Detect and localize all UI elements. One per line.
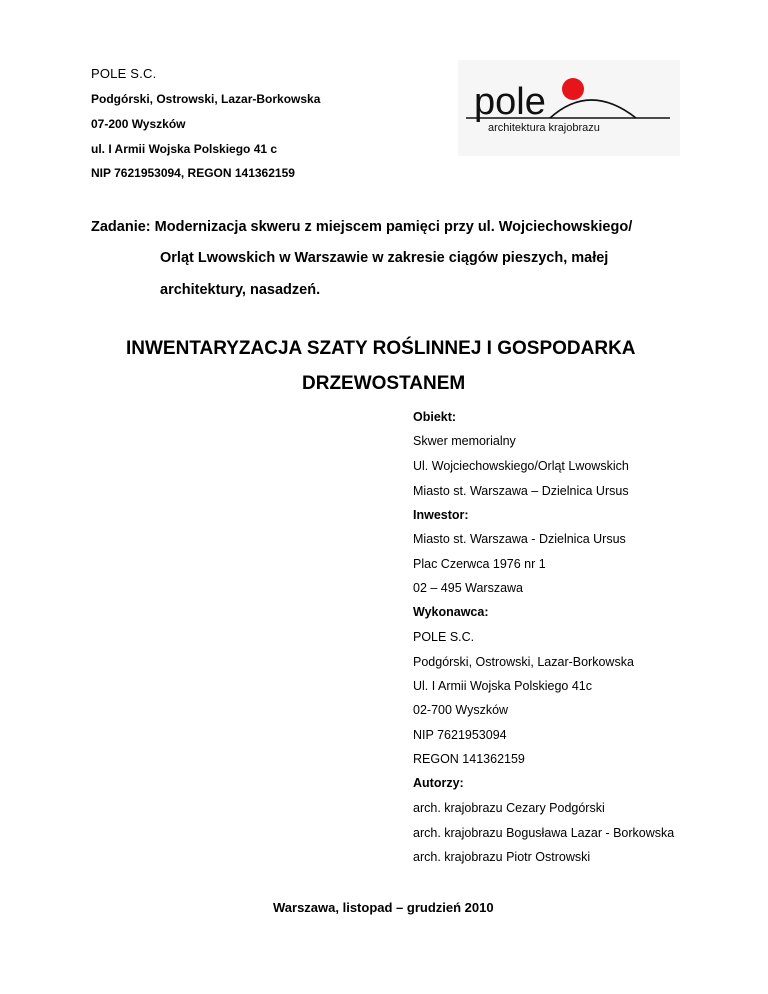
contractor-heading: Wykonawca:: [413, 605, 489, 619]
task-line-1: Zadanie: Modernizacja skweru z miejscem pamięci przy ul. Wojciechowskiego/: [91, 219, 633, 235]
task-line-2: Orląt Lwowskich w Warszawie w zakresie ciągów pieszych, małej: [160, 250, 609, 266]
company-partners: Podgórski, Ostrowski, Lazar-Borkowska: [91, 92, 321, 106]
pole-logo-graphic: [458, 60, 680, 156]
contractor-postal: 02-700 Wyszków: [413, 703, 509, 717]
document-title-line-1: INWENTARYZACJA SZATY ROŚLINNEJ I GOSPODARKA: [126, 338, 636, 359]
author-2: arch. krajobrazu Bogusława Lazar - Borkowska: [413, 826, 675, 840]
company-postal: 07-200 Wyszków: [91, 117, 186, 131]
object-name: Skwer memorialny: [413, 434, 516, 448]
contractor-street: Ul. I Armii Wojska Polskiego 41c: [413, 679, 592, 693]
logo-tagline: architektura krajobrazu: [488, 122, 600, 134]
logo-word: pole: [474, 81, 546, 123]
investor-street: Plac Czerwca 1976 nr 1: [413, 557, 546, 571]
contractor-regon: REGON 141362159: [413, 752, 525, 766]
author-3: arch. krajobrazu Piotr Ostrowski: [413, 850, 591, 864]
object-heading: Obiekt:: [413, 410, 457, 424]
investor-postal: 02 – 495 Warszawa: [413, 581, 524, 595]
author-1: arch. krajobrazu Cezary Podgórski: [413, 801, 605, 815]
authors-heading: Autorzy:: [413, 776, 464, 790]
task-line-3: architektury, nasadzeń.: [160, 282, 321, 298]
investor-heading: Inwestor:: [413, 508, 469, 522]
investor-name: Miasto st. Warszawa - Dzielnica Ursus: [413, 532, 626, 546]
contractor-name: POLE S.C.: [413, 630, 475, 644]
contractor-partners: Podgórski, Ostrowski, Lazar-Borkowska: [413, 655, 634, 669]
company-tax-ids: NIP 7621953094, REGON 141362159: [91, 166, 295, 180]
company-name: POLE S.C.: [91, 66, 157, 81]
company-street: ul. I Armii Wojska Polskiego 41 c: [91, 142, 278, 156]
document-title-line-2: DRZEWOSTANEM: [302, 373, 466, 394]
company-logo: [458, 60, 680, 156]
contractor-nip: NIP 7621953094: [413, 728, 507, 742]
place-and-date: Warszawa, listopad – grudzień 2010: [273, 900, 494, 915]
object-street: Ul. Wojciechowskiego/Orląt Lwowskich: [413, 459, 629, 473]
logo-red-dot: [562, 78, 584, 100]
object-district: Miasto st. Warszawa – Dzielnica Ursus: [413, 484, 629, 498]
logo-arc: [550, 100, 636, 118]
